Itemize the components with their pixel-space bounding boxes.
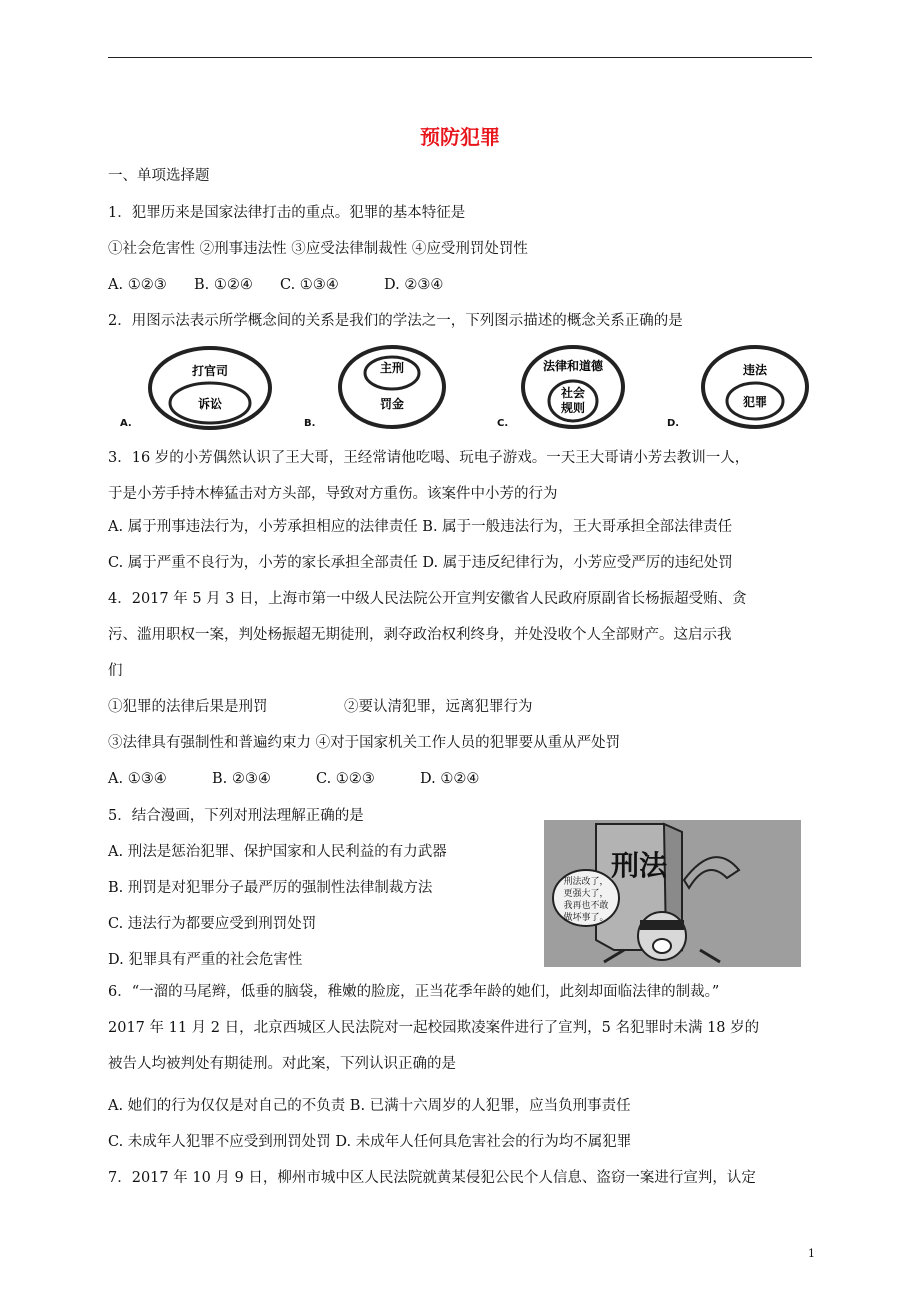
q6-options-cd: C. 未成年人犯罪不应受到刑罚处罚 D. 未成年人任何具危害社会的行为均不属犯罪 xyxy=(108,1134,632,1150)
q4-line-2: 污、滥用职权一案，判处杨振超无期徒刑，剥夺政治权利终身，并处没收个人全部财产。这启示我 xyxy=(108,627,732,643)
q6-options-ab: A. 她们的行为仅仅是对自己的不负责 B. 已满十六周岁的人犯罪，应当负刑事责任 xyxy=(108,1098,631,1114)
q5-option-c: C. 违法行为都要应受到刑罚处罚 xyxy=(108,916,317,932)
figure-a-diagram xyxy=(118,343,288,431)
figure-d-letter: D. xyxy=(667,418,680,429)
figure-c-letter: C. xyxy=(497,418,509,429)
page-title: 预防犯罪 xyxy=(420,125,500,149)
q3-options-ab: A. 属于刑事违法行为，小芳承担相应的法律责任 B. 属于一般违法行为，王大哥承担全部法律责任 xyxy=(108,519,733,535)
figure-a-letter: A. xyxy=(120,418,132,429)
q4-option-c: C. ①②③ xyxy=(316,771,375,787)
q3-line-2: 于是小芳手持木棒猛击对方头部，导致对方重伤。该案件中小芳的行为 xyxy=(108,486,558,502)
q4-line-1: 4．2017 年 5 月 3 日，上海市第一中级人民法院公开宣判安徽省人民政府原副省长杨振超受贿、贪 xyxy=(108,591,747,607)
q1-option-d: D. ②③④ xyxy=(384,277,444,293)
figure-c-inner-label-2: 规则 xyxy=(560,401,586,415)
q1-options xyxy=(108,275,443,295)
q6-line-2: 2017 年 11 月 2 日，北京西城区人民法院对一起校园欺凌案件进行了宣判，5 名犯罪时未满 18 岁的 xyxy=(108,1020,760,1036)
figure-c-diagram xyxy=(495,343,665,431)
q7-line-1: 7．2017 年 10 月 9 日，柳州市城中区人民法院就黄某侵犯公民个人信息、盗窃一案进行宣判，认定 xyxy=(108,1170,756,1186)
figure-a xyxy=(118,343,288,431)
header-rule xyxy=(108,57,812,58)
q3-line-1: 3．16 岁的小芳偶然认识了王大哥，王经常请他吃喝、玩电子游戏。一天王大哥请小芳去教训一人， xyxy=(108,450,750,466)
bubble-line-3: 我再也不敢 xyxy=(563,901,609,911)
bubble-line-2: 更强大了， xyxy=(563,889,609,899)
q4-option-b: B. ②③④ xyxy=(212,771,271,787)
figure-b-outer-label: 主刑 xyxy=(379,361,405,375)
figure-a-outer-label: 打官司 xyxy=(191,364,229,378)
q1-stem: 1．犯罪历来是国家法律打击的重点。犯罪的基本特征是 xyxy=(108,205,466,221)
q5-option-d: D. 犯罪具有严重的社会危害性 xyxy=(108,952,303,968)
q1-option-b: B. ①②④ xyxy=(194,277,253,293)
figure-d xyxy=(665,343,815,431)
page-number: 1 xyxy=(808,1247,815,1260)
q4-item-2: ②要认清犯罪，远离犯罪行为 xyxy=(344,699,533,715)
q4-items-12 xyxy=(108,697,533,717)
q4-line-3: 们 xyxy=(108,663,123,679)
figure-c-outer-label: 法律和道德 xyxy=(542,359,604,373)
criminal-law-cartoon xyxy=(544,820,801,967)
figure-c-inner-label-1: 社会 xyxy=(560,386,586,400)
figure-b xyxy=(302,343,472,431)
q6-line-1: 6．“一溜的马尾辫，低垂的脑袋，稚嫩的脸庞，正当花季年龄的她们，此刻却面临法律的制裁。” xyxy=(108,984,720,1000)
figure-c xyxy=(495,343,665,431)
q4-options xyxy=(108,769,479,789)
q1-option-c: C. ①③④ xyxy=(280,277,339,293)
figure-d-diagram xyxy=(665,343,815,431)
q5-option-a: A. 刑法是惩治犯罪、保护国家和人民利益的有力武器 xyxy=(108,844,447,860)
figure-a-inner-label: 诉讼 xyxy=(197,397,223,411)
q1-option-a: A. ①②③ xyxy=(108,277,167,293)
q4-item-1: ①犯罪的法律后果是刑罚 xyxy=(108,699,268,715)
q5-option-b: B. 刑罚是对犯罪分子最严厉的强制性法律制裁方法 xyxy=(108,880,433,896)
q6-line-3: 被告人均被判处有期徒刑。对此案，下列认识正确的是 xyxy=(108,1056,456,1072)
figure-b-letter: B. xyxy=(304,418,316,429)
q4-option-d: D. ①②④ xyxy=(420,771,480,787)
q3-options-cd: C. 属于严重不良行为，小芳的家长承担全部责任 D. 属于违反纪律行为，小芳应受严厉的违纪处罚 xyxy=(108,555,733,571)
figure-b-diagram xyxy=(302,343,472,431)
figure-d-outer-label: 违法 xyxy=(742,363,768,377)
figure-d-inner-label: 犯罪 xyxy=(742,395,768,409)
q4-option-a: A. ①③④ xyxy=(108,771,167,787)
q2-stem: 2．用图示法表示所学概念间的关系是我们的学法之一，下列图示描述的概念关系正确的是 xyxy=(108,313,683,329)
figure-b-inner-label: 罚金 xyxy=(379,397,405,411)
bubble-line-4: 做坏事了。 xyxy=(563,913,609,923)
q1-items: ①社会危害性 ②刑事违法性 ③应受法律制裁性 ④应受刑罚处罚性 xyxy=(108,241,528,257)
section-heading: 一、单项选择题 xyxy=(108,168,210,184)
cartoon-drawing xyxy=(544,820,801,967)
q4-items-34: ③法律具有强制性和普遍约束力 ④对于国家机关工作人员的犯罪要从重从严处罚 xyxy=(108,735,621,751)
q5-stem: 5．结合漫画，下列对刑法理解正确的是 xyxy=(108,808,364,824)
bubble-line-1: 刑法改了， xyxy=(563,877,609,887)
book-title-char-1: 刑法 xyxy=(610,849,668,882)
